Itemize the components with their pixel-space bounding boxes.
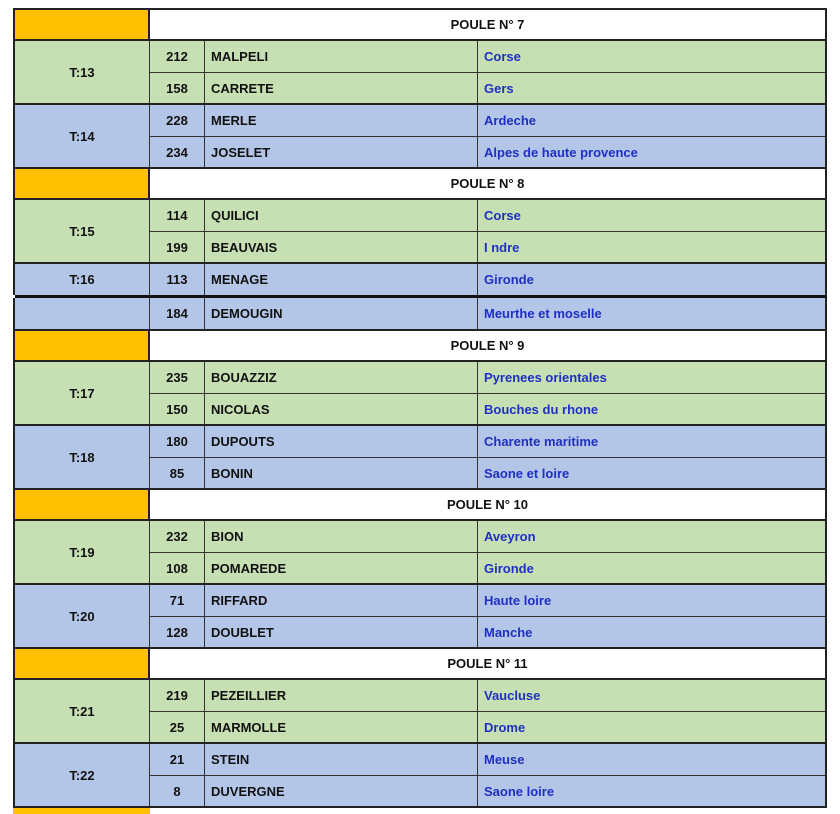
poule-marker (13, 331, 150, 360)
player-number[interactable]: 235 (150, 362, 205, 393)
team-group (13, 198, 827, 262)
team-group (13, 360, 827, 424)
team-group (13, 424, 827, 488)
player-name[interactable]: CARRETE (205, 73, 478, 103)
player-row[interactable] (150, 711, 825, 742)
team-group (13, 298, 827, 329)
player-number[interactable]: 228 (150, 105, 205, 136)
poule-title[interactable]: POULE N° 10 (150, 490, 827, 519)
player-number[interactable]: 21 (150, 744, 205, 775)
player-row[interactable] (150, 552, 825, 583)
poule-marker (13, 649, 150, 678)
player-name[interactable]: JOSELET (205, 137, 478, 167)
poule-header-row (13, 329, 827, 360)
player-department[interactable]: Saone et loire (484, 465, 570, 481)
player-department[interactable]: Saone loire (484, 783, 555, 799)
team-label[interactable]: T:22 (13, 744, 150, 806)
player-number[interactable]: 25 (150, 712, 205, 742)
player-row[interactable] (150, 105, 825, 136)
team-label[interactable]: T:17 (13, 362, 150, 424)
player-row[interactable] (150, 231, 825, 262)
player-row[interactable] (150, 298, 825, 329)
player-department[interactable]: Gers (484, 80, 514, 96)
player-number[interactable]: 234 (150, 137, 205, 167)
player-name[interactable]: DOUBLET (205, 617, 478, 647)
player-number[interactable]: 128 (150, 617, 205, 647)
poule-header-row (13, 8, 827, 39)
player-department[interactable]: Meuse (484, 752, 525, 767)
player-department[interactable]: Meurthe et moselle (484, 306, 602, 321)
player-name[interactable]: MALPELI (205, 41, 478, 72)
player-department[interactable]: Gironde (484, 272, 534, 287)
player-name[interactable]: POMAREDE (205, 553, 478, 583)
player-department[interactable]: Bouches du rhone (484, 401, 599, 417)
team-group (13, 103, 827, 167)
team-label[interactable]: T:16 (13, 264, 150, 295)
player-department[interactable]: Gironde (484, 560, 534, 576)
player-number[interactable]: 71 (150, 585, 205, 616)
player-row[interactable] (150, 585, 825, 616)
player-name[interactable]: RIFFARD (205, 585, 478, 616)
player-name[interactable]: DUVERGNE (205, 776, 478, 806)
player-department[interactable]: Corse (484, 208, 521, 223)
poule-header-row (13, 167, 827, 198)
team-label[interactable]: T:13 (13, 41, 150, 103)
player-row[interactable] (150, 41, 825, 72)
poule-title[interactable]: POULE N° 9 (150, 331, 827, 360)
player-row[interactable] (150, 521, 825, 552)
player-number[interactable]: 113 (150, 264, 205, 295)
player-number[interactable]: 212 (150, 41, 205, 72)
player-name[interactable]: QUILICI (205, 200, 478, 231)
team-group (13, 262, 827, 295)
poule-marker (13, 808, 150, 814)
player-number[interactable]: 158 (150, 73, 205, 103)
player-rows (150, 521, 827, 583)
player-name[interactable]: BION (205, 521, 478, 552)
team-group (13, 39, 827, 103)
poule-marker (13, 490, 150, 519)
player-row[interactable] (150, 136, 825, 167)
team-label[interactable]: T:14 (13, 105, 150, 167)
player-number[interactable]: 180 (150, 426, 205, 457)
team-label[interactable]: T:21 (13, 680, 150, 742)
player-rows (150, 298, 827, 329)
player-row[interactable] (150, 744, 825, 775)
bottom-strip (13, 806, 827, 814)
player-name[interactable]: NICOLAS (205, 394, 478, 424)
team-group (13, 678, 827, 742)
player-row[interactable] (150, 457, 825, 488)
pool-table (13, 8, 827, 814)
player-rows (150, 105, 827, 167)
player-rows (150, 585, 827, 647)
player-number[interactable]: 184 (150, 298, 205, 329)
player-department[interactable]: Ardeche (484, 113, 537, 128)
player-name[interactable]: MARMOLLE (205, 712, 478, 742)
player-department[interactable]: Vaucluse (484, 688, 541, 703)
team-label[interactable] (13, 298, 150, 329)
team-label[interactable]: T:19 (13, 521, 150, 583)
player-number[interactable]: 150 (150, 394, 205, 424)
player-name[interactable]: MERLE (205, 105, 478, 136)
player-department[interactable]: Corse (484, 49, 521, 64)
poule-marker (13, 10, 150, 39)
player-row[interactable] (150, 775, 825, 806)
player-name[interactable]: MENAGE (205, 264, 478, 295)
player-department[interactable]: Manche (484, 624, 533, 640)
poule-title[interactable]: POULE N° 7 (150, 10, 827, 39)
player-rows (150, 41, 827, 103)
player-department[interactable]: Drome (484, 719, 526, 735)
player-name[interactable]: STEIN (205, 744, 478, 775)
player-name[interactable]: DUPOUTS (205, 426, 478, 457)
player-name[interactable]: DEMOUGIN (205, 298, 478, 329)
team-label[interactable]: T:18 (13, 426, 150, 488)
poule-title[interactable]: POULE N° 11 (150, 649, 827, 678)
team-label[interactable]: T:15 (13, 200, 150, 262)
player-number[interactable]: 219 (150, 680, 205, 711)
player-department[interactable]: I ndre (484, 239, 520, 255)
player-row[interactable] (150, 680, 825, 711)
player-rows (150, 264, 827, 295)
player-number[interactable]: 199 (150, 232, 205, 262)
player-row[interactable] (150, 362, 825, 393)
player-name[interactable]: PEZEILLIER (205, 680, 478, 711)
player-rows (150, 426, 827, 488)
player-department[interactable]: Charente maritime (484, 434, 599, 449)
player-row[interactable] (150, 264, 825, 295)
player-rows (150, 680, 827, 742)
team-group (13, 519, 827, 583)
poule-header-row (13, 647, 827, 678)
poule-marker (13, 169, 150, 198)
player-rows (150, 362, 827, 424)
player-department[interactable]: Haute loire (484, 593, 552, 608)
player-row[interactable] (150, 616, 825, 647)
player-department[interactable]: Pyrenees orientales (484, 370, 607, 385)
player-number[interactable]: 232 (150, 521, 205, 552)
player-number[interactable]: 114 (150, 200, 205, 231)
player-rows (150, 200, 827, 262)
team-label[interactable]: T:20 (13, 585, 150, 647)
player-department[interactable]: Aveyron (484, 529, 536, 544)
player-row[interactable] (150, 72, 825, 103)
player-number[interactable]: 108 (150, 553, 205, 583)
player-department[interactable]: Alpes de haute provence (484, 144, 638, 160)
poule-title[interactable]: POULE N° 8 (150, 169, 827, 198)
poule-header-row (13, 488, 827, 519)
player-number[interactable]: 85 (150, 458, 205, 488)
player-name[interactable]: BOUAZZIZ (205, 362, 478, 393)
team-group (13, 583, 827, 647)
player-row[interactable] (150, 426, 825, 457)
player-rows (150, 744, 827, 806)
player-name[interactable]: BEAUVAIS (205, 232, 478, 262)
player-name[interactable]: BONIN (205, 458, 478, 488)
player-row[interactable] (150, 393, 825, 424)
player-row[interactable] (150, 200, 825, 231)
team-group (13, 742, 827, 806)
player-number[interactable]: 8 (150, 776, 205, 806)
